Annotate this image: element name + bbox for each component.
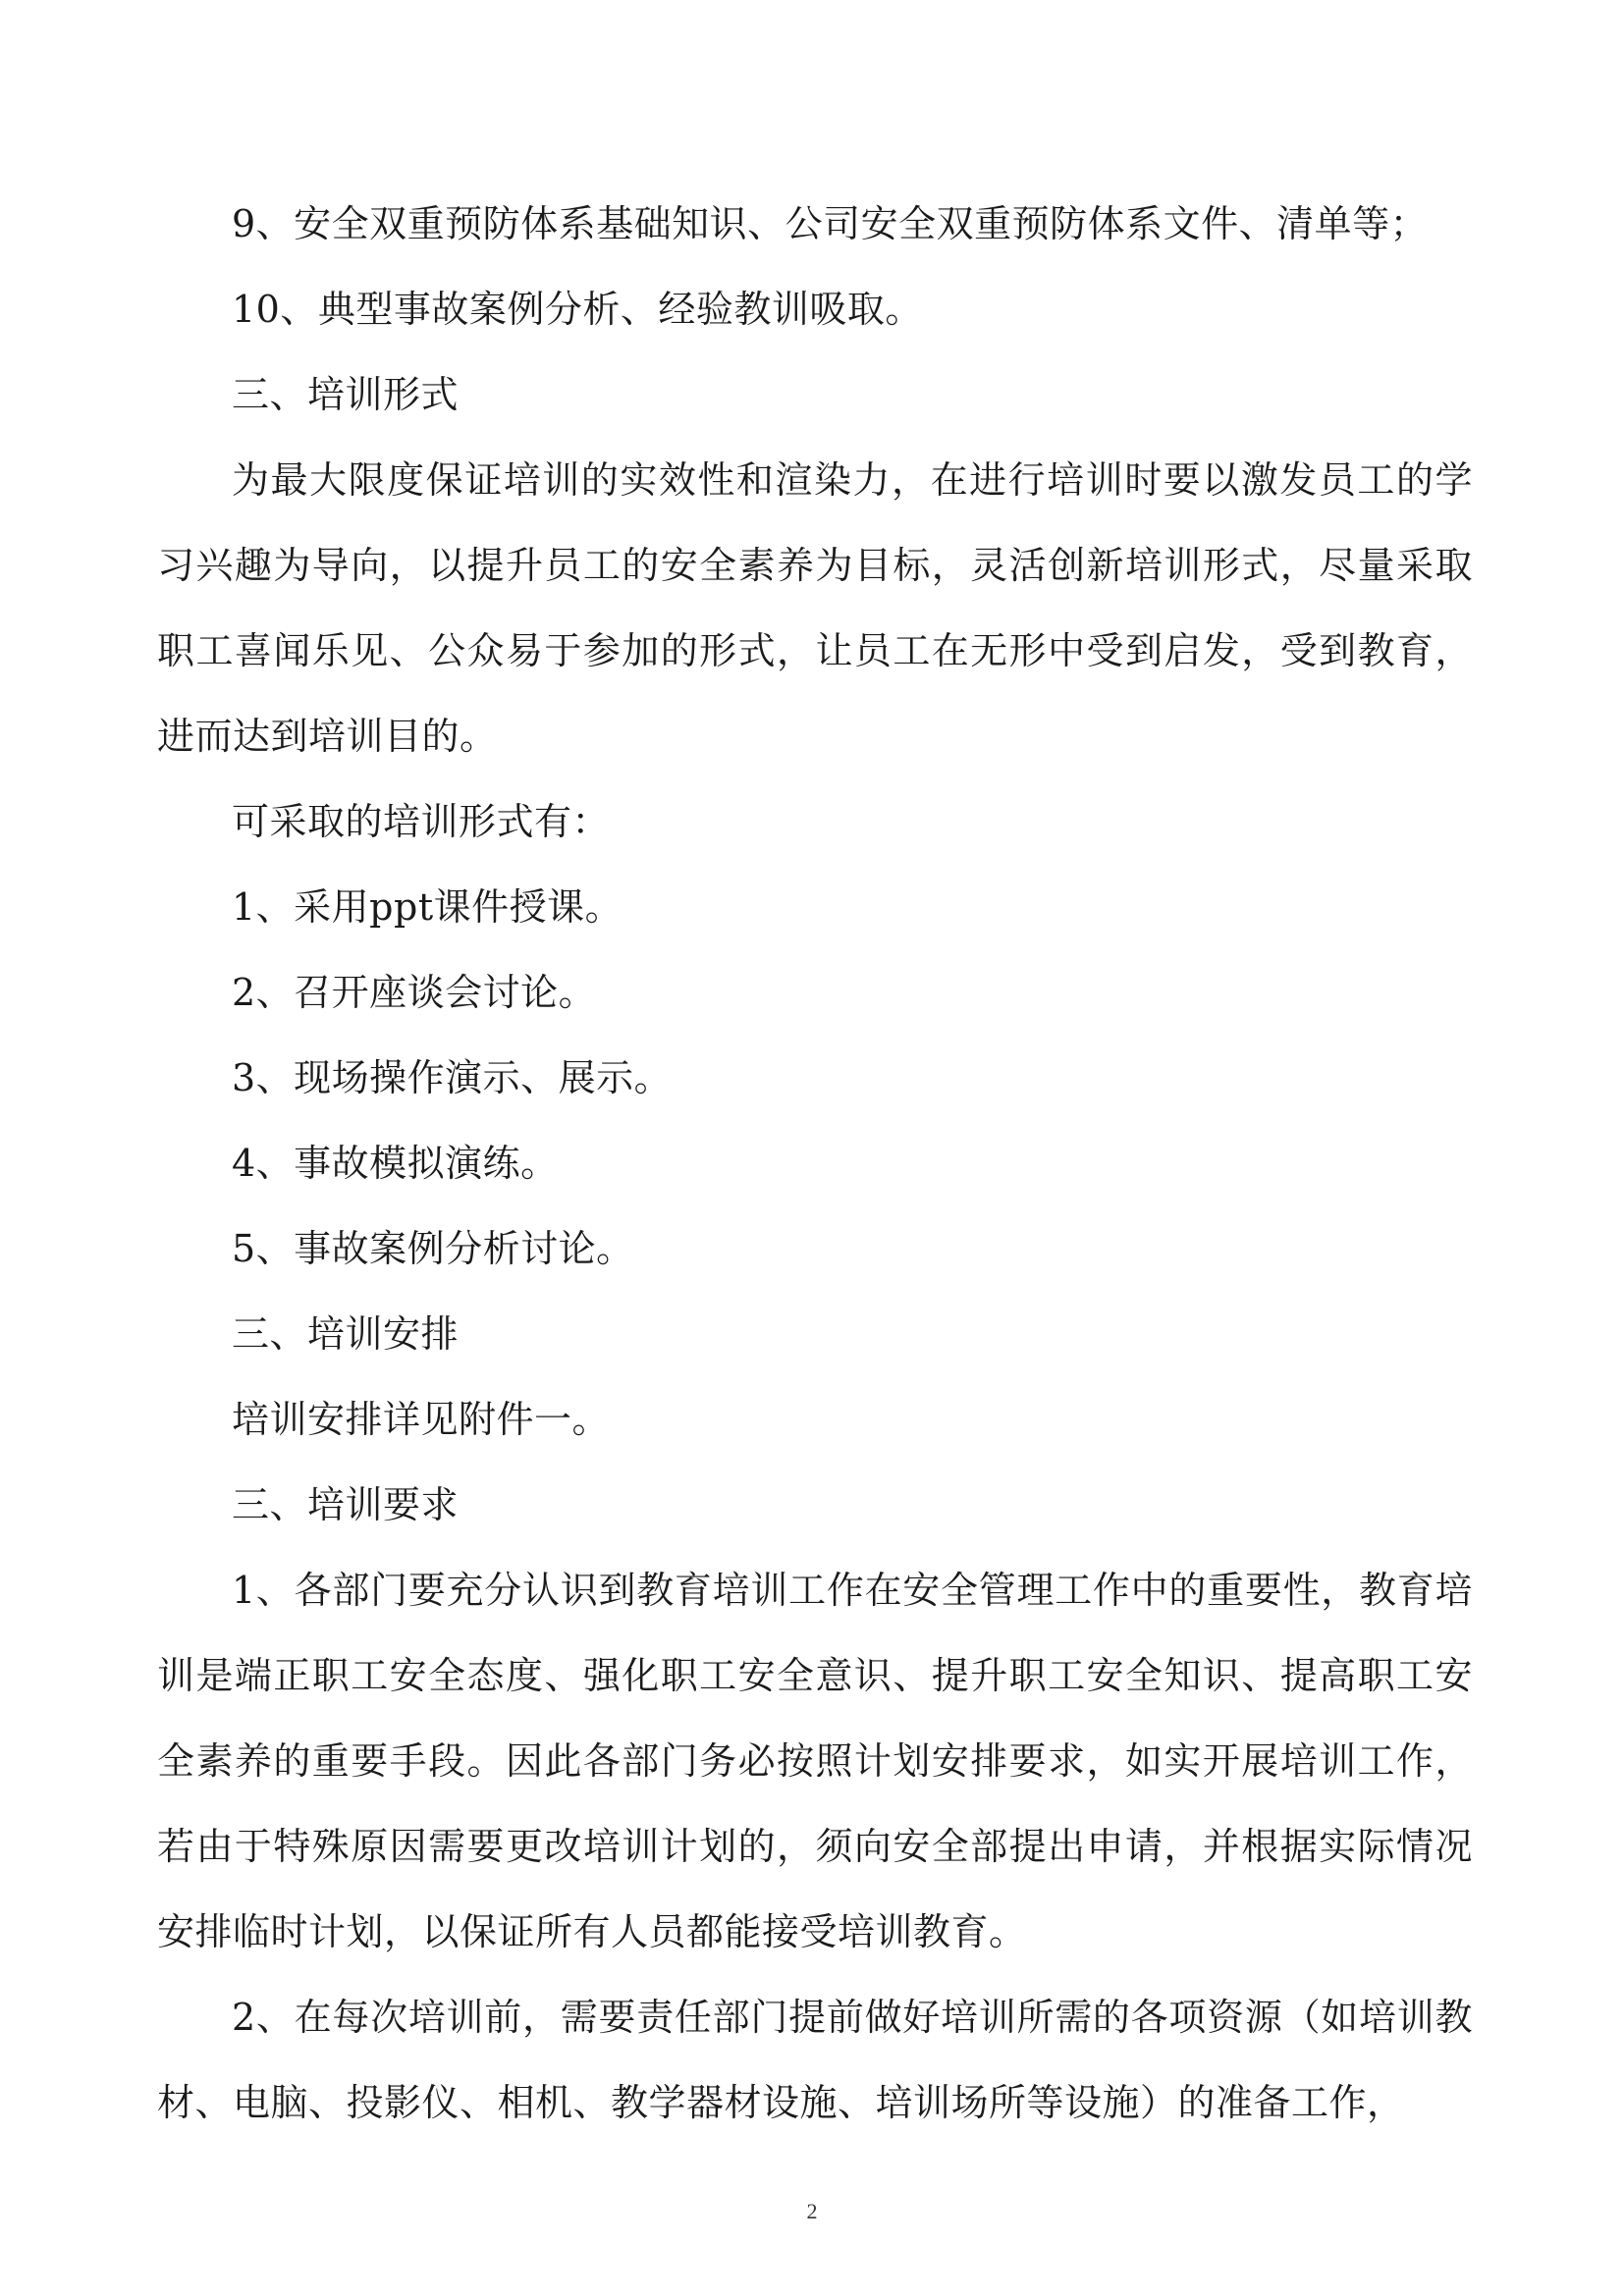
form-item-3: 3、现场操作演示、展示。	[232, 1056, 673, 1099]
form-item-1: 1、采用ppt课件授课。	[232, 885, 623, 929]
form-item-4: 4、事故模拟演练。	[232, 1142, 559, 1185]
paragraph-available-forms-intro: 可采取的培训形式有：	[232, 800, 611, 843]
section-heading-training-schedule: 三、培训安排	[232, 1312, 460, 1356]
list-item-9: 9、安全双重预防体系基础知识、公司安全双重预防体系文件、清单等；	[232, 202, 1429, 245]
form-item-5: 5、事故案例分析讨论。	[232, 1227, 634, 1270]
page-number: 2	[806, 2199, 818, 2223]
requirement-item-1: 1、各部门要充分认识到教育培训工作在安全管理工作中的重要性，教育培训是端正职工安全态度、强化职工安全意识、提升职工安全知识、提高职工安全素养的重要手段。因此各部门务必按照计划安排要求，如实开展培训工作，若由于特殊原因需要更改培训计划的，须向安全部提出申请，并根据实际情况安排临时计划，以保证所有人员都能接受培训教育。	[157, 1569, 1473, 1953]
paragraph-schedule-reference: 培训安排详见附件一。	[232, 1398, 611, 1441]
document-body	[157, 182, 1473, 2146]
section-heading-training-requirements: 三、培训要求	[232, 1483, 460, 1526]
requirement-item-2: 2、在每次培训前，需要责任部门提前做好培训所需的各项资源（如培训教材、电脑、投影仪、相机、教学器材设施、培训场所等设施）的准备工作，	[157, 1996, 1473, 2124]
form-item-2: 2、召开座谈会讨论。	[232, 971, 597, 1014]
section-heading-training-form: 三、培训形式	[232, 373, 460, 416]
list-item-10: 10、典型事故案例分析、经验教训吸取。	[232, 288, 923, 331]
paragraph-training-form-description: 为最大限度保证培训的实效性和渲染力，在进行培训时要以激发员工的学习兴趣为导向，以提升员工的安全素养为目标，灵活创新培训形式，尽量采取职工喜闻乐见、公众易于参加的形式，让员工在无形中受到启发，受到教育，进而达到培训目的。	[157, 458, 1473, 758]
